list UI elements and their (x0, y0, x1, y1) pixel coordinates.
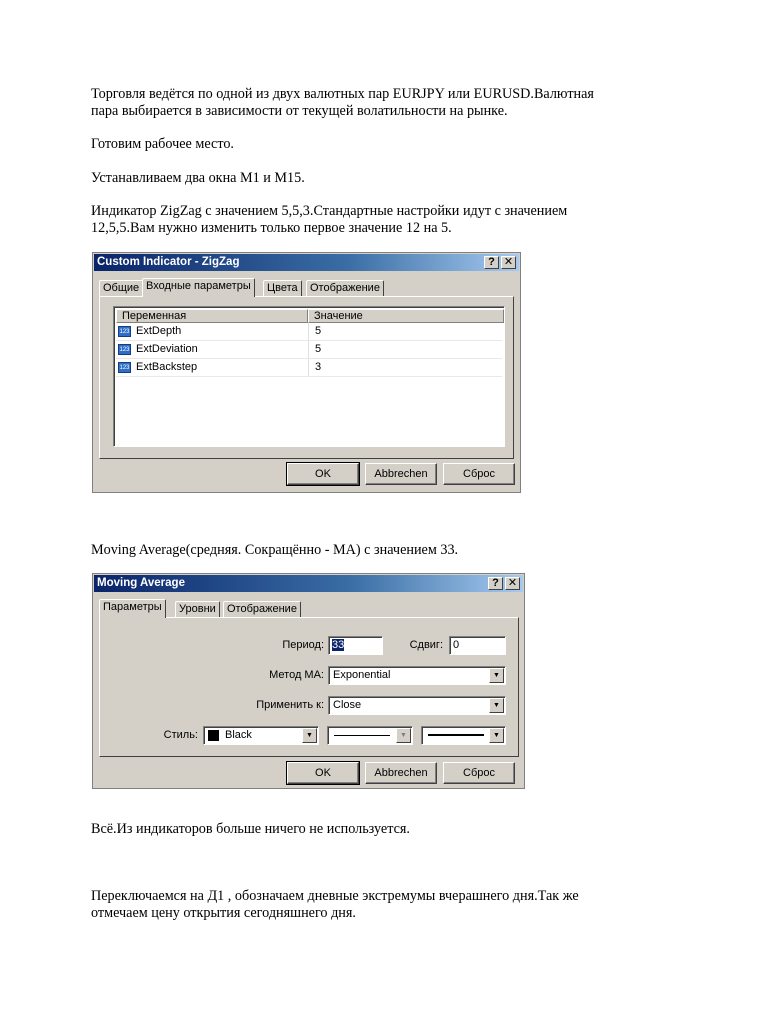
cancel-button[interactable]: Abbrechen (365, 463, 437, 485)
tab-colors[interactable]: Цвета (263, 280, 302, 296)
text-line: Готовим рабочее место. (91, 136, 234, 152)
method-label: Метод MA: (269, 669, 324, 681)
help-button[interactable]: ? (484, 256, 499, 269)
table-row[interactable] (116, 323, 502, 341)
apply-to-label: Применить к: (256, 699, 324, 711)
color-swatch (208, 730, 219, 741)
dialog-title: Moving Average (97, 577, 185, 589)
text-line: Индикатор ZigZag с значением 5,5,3.Стандартные настройки идут с значением (91, 203, 568, 219)
close-button[interactable] (505, 577, 520, 590)
ma-tab-panel (99, 617, 519, 757)
method-select[interactable] (328, 666, 506, 685)
period-input[interactable] (328, 636, 383, 655)
paragraph-no-more-indicators (91, 821, 691, 838)
tab-display[interactable]: Отображение (306, 280, 384, 296)
paragraph-intro (91, 86, 691, 120)
style-label: Стиль: (163, 729, 198, 741)
paragraph-zigzag (91, 203, 691, 237)
tab-general[interactable]: Общие (99, 280, 143, 296)
number-type-icon: 123 (118, 344, 131, 355)
ma-tabbar (99, 599, 519, 617)
text-line: отмечаем цену открытия сегодняшнего дня. (91, 905, 356, 921)
number-type-icon: 123 (118, 326, 131, 337)
tab-parameters[interactable]: Параметры (99, 599, 166, 618)
paragraph-ma (91, 542, 691, 559)
number-type-icon: 123 (118, 362, 131, 373)
shift-input[interactable]: 0 (449, 636, 506, 655)
method-value: Exponential (333, 669, 391, 681)
table-row[interactable] (116, 341, 502, 359)
variable-name: ExtDeviation (136, 343, 198, 355)
zigzag-tab-panel (99, 296, 514, 459)
text-line: Устанавливаем два окна M1 и M15. (91, 170, 305, 186)
color-value: Black (225, 729, 252, 741)
text-line: Торговля ведётся по одной из двух валютных пар EURJPY или EURUSD.Валютная (91, 86, 594, 102)
ma-dialog (92, 573, 525, 789)
chevron-down-icon[interactable]: ▼ (396, 728, 411, 743)
close-button[interactable] (501, 256, 516, 269)
line-style-select[interactable] (327, 726, 413, 745)
variable-value[interactable]: 5 (315, 325, 322, 337)
line-width-preview (428, 734, 484, 736)
reset-button[interactable]: Сброс (443, 463, 515, 485)
ok-button[interactable]: OK (287, 463, 359, 485)
tab-inputs[interactable]: Входные параметры (142, 278, 255, 297)
help-button[interactable]: ? (488, 577, 503, 590)
shift-label: Сдвиг: (409, 639, 443, 651)
dialog-title: Custom Indicator - ZigZag (97, 256, 240, 268)
color-select[interactable] (203, 726, 319, 745)
text-line: Всё.Из индикаторов больше ничего не используется. (91, 821, 410, 837)
text-line: пара выбирается в зависимости от текущей волатильности на рынке. (91, 103, 508, 119)
text-line: Переключаемся на Д1 , обозначаем дневные экстремумы вчерашнего дня.Так же (91, 888, 579, 904)
chevron-down-icon[interactable]: ▼ (302, 728, 317, 743)
ma-titlebar (94, 575, 523, 592)
zigzag-titlebar (94, 254, 519, 271)
reset-button[interactable]: Сброс (443, 762, 515, 784)
close-icon: ✕ (503, 256, 514, 268)
period-label: Период: (282, 639, 324, 651)
chevron-down-icon[interactable]: ▼ (489, 698, 504, 713)
variable-name: ExtDepth (136, 325, 182, 337)
chevron-down-icon[interactable]: ▼ (489, 728, 504, 743)
close-icon: ✕ (507, 577, 518, 589)
zigzag-tabbar (99, 278, 519, 296)
apply-to-select[interactable] (328, 696, 506, 715)
tab-display[interactable]: Отображение (223, 601, 301, 617)
paragraph-d1 (91, 888, 691, 922)
zigzag-dialog (92, 252, 521, 493)
column-header-variable[interactable]: Переменная (116, 309, 308, 323)
period-value: 33 (332, 639, 345, 651)
variable-value[interactable]: 3 (315, 361, 322, 373)
cancel-button[interactable]: Abbrechen (365, 762, 437, 784)
tab-levels[interactable]: Уровни (175, 601, 220, 617)
line-style-preview (334, 735, 390, 736)
paragraph-prepare (91, 136, 691, 153)
column-header-value[interactable]: Значение (308, 309, 504, 323)
variable-value[interactable]: 5 (315, 343, 322, 355)
text-line: Moving Average(средняя. Сокращённо - MA) с значением 33. (91, 542, 459, 558)
paragraph-windows (91, 170, 691, 187)
line-width-select[interactable] (421, 726, 506, 745)
table-row[interactable] (116, 359, 502, 377)
chevron-down-icon[interactable]: ▼ (489, 668, 504, 683)
variable-name: ExtBackstep (136, 361, 198, 373)
apply-to-value: Close (333, 699, 362, 711)
text-line: 12,5,5.Вам нужно изменить только первое значение 12 на 5. (91, 220, 452, 236)
ok-button[interactable]: OK (287, 762, 359, 784)
parameter-list[interactable] (113, 306, 505, 447)
